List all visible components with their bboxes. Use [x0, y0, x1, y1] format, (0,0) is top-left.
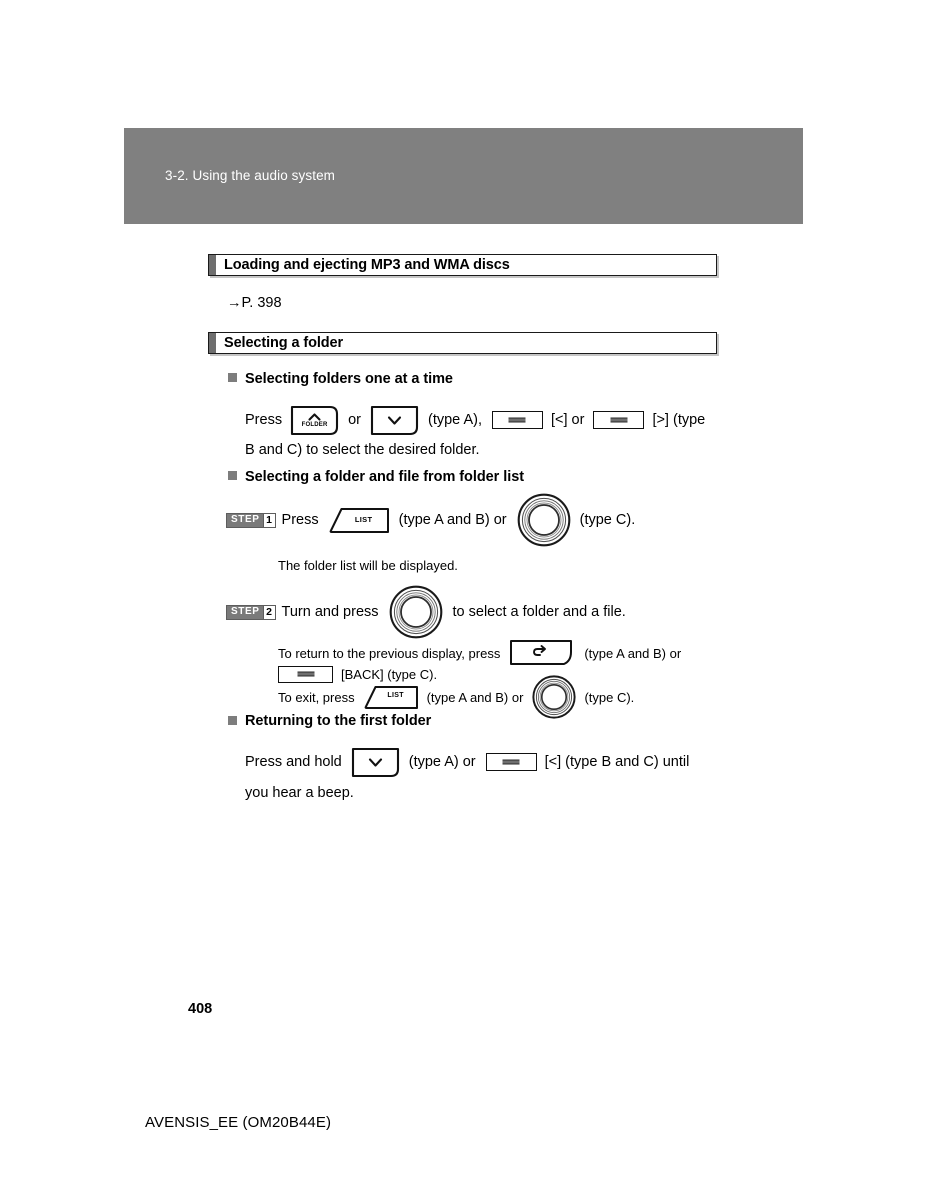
step-badge-2: [226, 605, 276, 620]
seek-left-button[interactable]: [486, 753, 537, 771]
section-heading-label: Selecting a folder: [224, 335, 344, 351]
subheading-selecting-folders-one-at-a-time: Selecting folders one at a time: [245, 371, 453, 387]
button-dash-icon: [509, 418, 526, 423]
instruction-text-type-a-or: (type A) or: [408, 754, 476, 770]
step2-note-back-text: [BACK] (type C).: [341, 666, 438, 682]
step1-note: The folder list will be displayed.: [278, 558, 458, 573]
step2-note-return-text: To return to the previous display, press: [278, 645, 501, 661]
back-button[interactable]: [509, 639, 575, 667]
folder-down-button[interactable]: [370, 405, 419, 436]
subheading-selecting-folder-and-file: Selecting a folder and file from folder list: [245, 469, 524, 485]
list-button[interactable]: [363, 685, 419, 710]
instruction-row-press-folder: [245, 404, 705, 436]
step1-text-type-c: (type C).: [579, 512, 636, 528]
list-button-label: LIST: [387, 691, 404, 699]
step-badge-number: 2: [263, 606, 275, 619]
subheading-returning-to-first-folder: Returning to the first folder: [245, 713, 432, 729]
square-bullet-icon: [228, 716, 237, 725]
step2-note-exit-type-ab: (type A and B) or: [426, 689, 524, 705]
back-button-type-c[interactable]: [278, 666, 333, 683]
instruction-text-select-desired-folder: B and C) to select the desired folder.: [245, 442, 480, 458]
step2-note-return-type-ab: (type A and B) or: [584, 645, 682, 661]
section-heading-loading-ejecting: [208, 254, 717, 276]
square-bullet-icon: [228, 373, 237, 382]
instruction-text-press-and-hold: Press and hold: [245, 754, 342, 770]
step2-text-turn-and-press: Turn and press: [281, 604, 379, 620]
instruction-text-left-bracket: [<] or: [550, 412, 585, 428]
list-button-label: LIST: [354, 514, 373, 524]
button-dash-icon: [503, 760, 520, 765]
section-heading-label: Loading and ejecting MP3 and WMA discs: [224, 257, 510, 273]
step2-note-exit-text: To exit, press: [278, 689, 355, 705]
step-badge-word: STEP: [227, 606, 263, 619]
step2-text-select-folder-file: to select a folder and a file.: [452, 604, 626, 620]
audio-control-knob-icon[interactable]: [517, 493, 571, 547]
button-dash-icon: [610, 418, 627, 423]
instruction-text-type-b-and-c: [<] (type B and C) until: [544, 754, 690, 770]
step-badge-1: [226, 513, 276, 528]
page-header-title: 3-2. Using the audio system: [165, 168, 336, 183]
step2-row: [226, 597, 626, 627]
step1-text-type-a-and-b: (type A and B) or: [398, 512, 507, 528]
section-tab-marker: [209, 333, 216, 353]
step1-row: [226, 505, 635, 535]
folder-up-button-label: FOLDER: [301, 421, 328, 428]
list-button[interactable]: [328, 507, 390, 534]
instruction-row-press-and-hold: [245, 746, 689, 778]
instruction-text-type-a: (type A),: [427, 412, 482, 428]
instruction-text-right-bracket: [>] (type: [652, 412, 706, 428]
step-badge-word: STEP: [227, 514, 263, 527]
folder-up-button[interactable]: [290, 405, 339, 436]
audio-control-knob-icon[interactable]: [389, 585, 443, 639]
instruction-text-hear-beep: you hear a beep.: [245, 785, 354, 801]
step2-note-exit-type-c: (type C).: [584, 689, 635, 705]
audio-control-knob-icon[interactable]: [532, 675, 576, 719]
page-header-band: [124, 128, 803, 224]
section-tab-marker: [209, 255, 216, 275]
document-footer-code: AVENSIS_EE (OM20B44E): [145, 1114, 332, 1131]
step1-text-press: Press: [281, 512, 319, 528]
seek-left-button[interactable]: [492, 411, 543, 429]
square-bullet-icon: [228, 471, 237, 480]
page-reference-link[interactable]: →P. 398: [227, 295, 282, 311]
section-heading-selecting-folder: [208, 332, 717, 354]
seek-right-button[interactable]: [593, 411, 644, 429]
button-dash-icon: [297, 672, 314, 677]
step2-note-exit-row: [278, 683, 634, 711]
page-number: 408: [188, 1001, 213, 1017]
instruction-text-press: Press: [245, 412, 283, 428]
instruction-text-or-1: or: [348, 412, 361, 428]
step-badge-number: 1: [263, 514, 275, 527]
folder-down-button[interactable]: [351, 747, 400, 778]
